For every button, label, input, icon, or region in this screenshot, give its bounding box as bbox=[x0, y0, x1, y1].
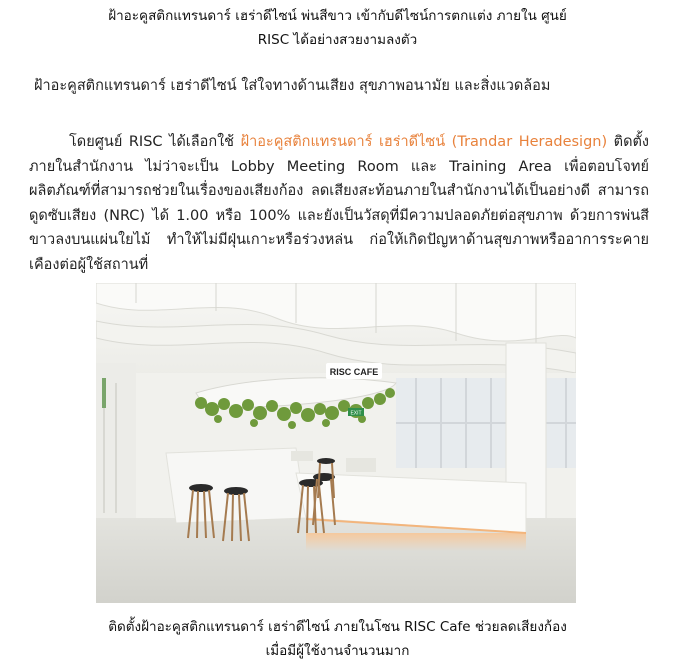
cafe-sign-text: RISC CAFE bbox=[329, 367, 379, 377]
paragraph-body: ติดตั้งภายในสำนักงาน ไม่ว่าจะเป็น Lobby Meeting Room และ Training Area เพื่อตอบโจทย์ผลิตภัณฑ์ที่สามารถช่วยในเรื่องของเสียงก้อง ลดเสียงสะท้อนภายในสำนักงานได้เป็นอย่างดี สามารถดูดซับเสียง (NRC) ได้ 1.00 หรือ 100% และยังเป็นวัสดุที่มีความปลอดภัยต่อสุขภาพ ด้วยการพ่นสีขาวลงบนแผ่นใยไม้ ทำให้ไม่มีฝุ่นเกาะหรือร่วงหล่น ก่อให้เกิดปัญหาด้านสุขภาพหรืออาการระคายเคืองต่อผู้ใช้สถานที่ bbox=[29, 134, 649, 273]
photo-caption bbox=[0, 615, 675, 663]
top-caption bbox=[0, 4, 675, 52]
windows bbox=[396, 378, 576, 468]
trandar-heradesign-link[interactable]: ฝ้าอะคูสติกแทรนดาร์ เฮร่าดีไซน์ (Trandar Heradesign) bbox=[240, 134, 608, 150]
section-heading: ฝ้าอะคูสติกแทรนดาร์ เฮร่าดีไซน์ ใส่ใจทางด้านเสียง สุขภาพอนามัย และสิ่งแวดล้อม bbox=[34, 78, 551, 94]
led-glow bbox=[306, 533, 526, 551]
exit-light bbox=[102, 378, 106, 408]
risc-cafe-illustration bbox=[96, 283, 576, 603]
top-caption-line-1: ฝ้าอะคูสติกแทรนดาร์ เฮร่าดีไซน์ พ่นสีขาว เข้ากับดีไซน์การตกแต่ง ภายใน ศูนย์ bbox=[108, 8, 567, 24]
photo-caption-line-1: ติดตั้งฝ้าอะคูสติกแทรนดาร์ เฮร่าดีไซน์ ภายในโซน RISC Cafe ช่วยลดเสียงก้อง bbox=[108, 619, 567, 635]
photo-caption-line-2: เมื่อมีผู้ใช้งานจำนวนมาก bbox=[265, 643, 410, 659]
back-table bbox=[346, 458, 376, 472]
paragraph-intro: โดยศูนย์ RISC ได้เลือกใช้ bbox=[69, 134, 241, 150]
risc-cafe-photo bbox=[96, 283, 576, 603]
top-caption-line-2: RISC ได้อย่างสวยงามลงตัว bbox=[257, 32, 418, 48]
exit-sign-text: EXIT bbox=[350, 410, 362, 417]
cafe-counter bbox=[166, 448, 306, 523]
body-paragraph bbox=[29, 130, 649, 277]
back-table bbox=[291, 451, 313, 461]
